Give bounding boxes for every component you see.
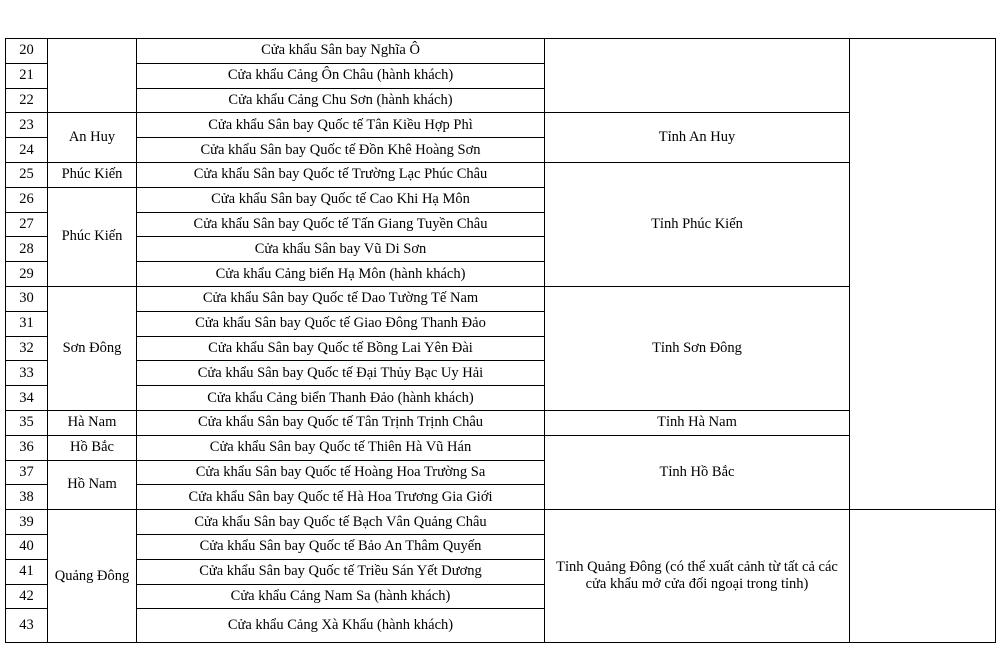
province-name: Sơn Đông — [48, 286, 137, 410]
table-row — [6, 435, 996, 460]
row-number: 33 — [6, 361, 48, 386]
range-of-application: Tỉnh Phúc Kiến — [545, 162, 850, 286]
border-gate-name: Cửa khẩu Sân bay Quốc tế Trường Lạc Phúc Châu — [137, 162, 545, 187]
table-row — [6, 162, 996, 187]
range-of-application: Tỉnh Hồ Bắc — [545, 435, 850, 509]
border-gate-name: Cửa khẩu Sân bay Quốc tế Triều Sán Yết Dương — [137, 559, 545, 584]
range-of-application: Tỉnh Hà Nam — [545, 410, 850, 435]
row-number: 34 — [6, 386, 48, 411]
border-gate-name: Cửa khẩu Cảng Chu Sơn (hành khách) — [137, 88, 545, 113]
border-gate-name: Cửa khẩu Cảng biển Thanh Đảo (hành khách) — [137, 386, 545, 411]
province-name: Quảng Đông — [48, 510, 137, 643]
row-number: 32 — [6, 336, 48, 361]
border-gate-name: Cửa khẩu Cảng Nam Sa (hành khách) — [137, 584, 545, 609]
range-of-application: Tỉnh Quảng Đông (có thể xuất cảnh từ tất cả các cửa khẩu mở cửa đối ngoại trong tỉnh) — [545, 510, 850, 643]
table-row — [6, 39, 996, 64]
row-number: 25 — [6, 162, 48, 187]
border-gate-name: Cửa khẩu Sân bay Quốc tế Bồng Lai Yên Đài — [137, 336, 545, 361]
border-gate-name: Cửa khẩu Sân bay Quốc tế Dao Tường Tế Nam — [137, 286, 545, 311]
border-gate-name: Cửa khẩu Cảng Xà Khẩu (hành khách) — [137, 609, 545, 643]
table-row — [6, 510, 996, 535]
range-cell — [545, 39, 850, 113]
border-gate-name: Cửa khẩu Sân bay Quốc tế Đồn Khê Hoàng Sơn — [137, 138, 545, 163]
row-number: 41 — [6, 559, 48, 584]
border-gate-name: Cửa khẩu Sân bay Vũ Di Sơn — [137, 237, 545, 262]
border-gate-name: Cửa khẩu Sân bay Quốc tế Cao Khi Hạ Môn — [137, 187, 545, 212]
row-number: 37 — [6, 460, 48, 485]
border-gate-name: Cửa khẩu Sân bay Quốc tế Giao Đông Thanh Đảo — [137, 311, 545, 336]
row-number: 28 — [6, 237, 48, 262]
province-name: Phúc Kiến — [48, 187, 137, 286]
row-number: 40 — [6, 534, 48, 559]
row-number: 29 — [6, 262, 48, 287]
row-number: 20 — [6, 39, 48, 64]
row-number: 31 — [6, 311, 48, 336]
province-cell — [48, 39, 137, 113]
border-gate-name: Cửa khẩu Sân bay Quốc tế Hoàng Hoa Trường Sa — [137, 460, 545, 485]
row-number: 21 — [6, 63, 48, 88]
border-gate-name: Cửa khẩu Sân bay Quốc tế Tân Trịnh Trịnh Châu — [137, 410, 545, 435]
border-gate-name: Cửa khẩu Sân bay Nghĩa Ô — [137, 39, 545, 64]
border-gate-name: Cửa khẩu Sân bay Quốc tế Bảo An Thâm Quyến — [137, 534, 545, 559]
table-row — [6, 113, 996, 138]
row-number: 24 — [6, 138, 48, 163]
row-number: 42 — [6, 584, 48, 609]
border-gate-table — [5, 38, 996, 643]
row-number: 22 — [6, 88, 48, 113]
border-gate-name: Cửa khẩu Sân bay Quốc tế Bạch Vân Quảng Châu — [137, 510, 545, 535]
row-number: 43 — [6, 609, 48, 643]
row-number: 27 — [6, 212, 48, 237]
border-gate-name: Cửa khẩu Sân bay Quốc tế Đại Thủy Bạc Uy Hải — [137, 361, 545, 386]
note-cell — [850, 39, 996, 510]
border-gate-name: Cửa khẩu Sân bay Quốc tế Hà Hoa Trương Gia Giới — [137, 485, 545, 510]
province-name: Hà Nam — [48, 410, 137, 435]
border-gate-name: Cửa khẩu Sân bay Quốc tế Tân Kiều Hợp Phì — [137, 113, 545, 138]
row-number: 35 — [6, 410, 48, 435]
border-gate-name: Cửa khẩu Cảng Ôn Châu (hành khách) — [137, 63, 545, 88]
row-number: 26 — [6, 187, 48, 212]
border-gate-name: Cửa khẩu Sân bay Quốc tế Thiên Hà Vũ Hán — [137, 435, 545, 460]
border-gate-name: Cửa khẩu Sân bay Quốc tế Tấn Giang Tuyền Châu — [137, 212, 545, 237]
range-of-application: Tỉnh Sơn Đông — [545, 286, 850, 410]
note-cell — [850, 510, 996, 643]
table-row — [6, 410, 996, 435]
row-number: 38 — [6, 485, 48, 510]
row-number: 30 — [6, 286, 48, 311]
row-number: 36 — [6, 435, 48, 460]
province-name: Phúc Kiến — [48, 162, 137, 187]
range-of-application: Tỉnh An Huy — [545, 113, 850, 163]
row-number: 23 — [6, 113, 48, 138]
province-name: An Huy — [48, 113, 137, 163]
province-name: Hồ Bắc — [48, 435, 137, 460]
border-gate-name: Cửa khẩu Cảng biển Hạ Môn (hành khách) — [137, 262, 545, 287]
table-row — [6, 286, 996, 311]
row-number: 39 — [6, 510, 48, 535]
province-name: Hồ Nam — [48, 460, 137, 510]
